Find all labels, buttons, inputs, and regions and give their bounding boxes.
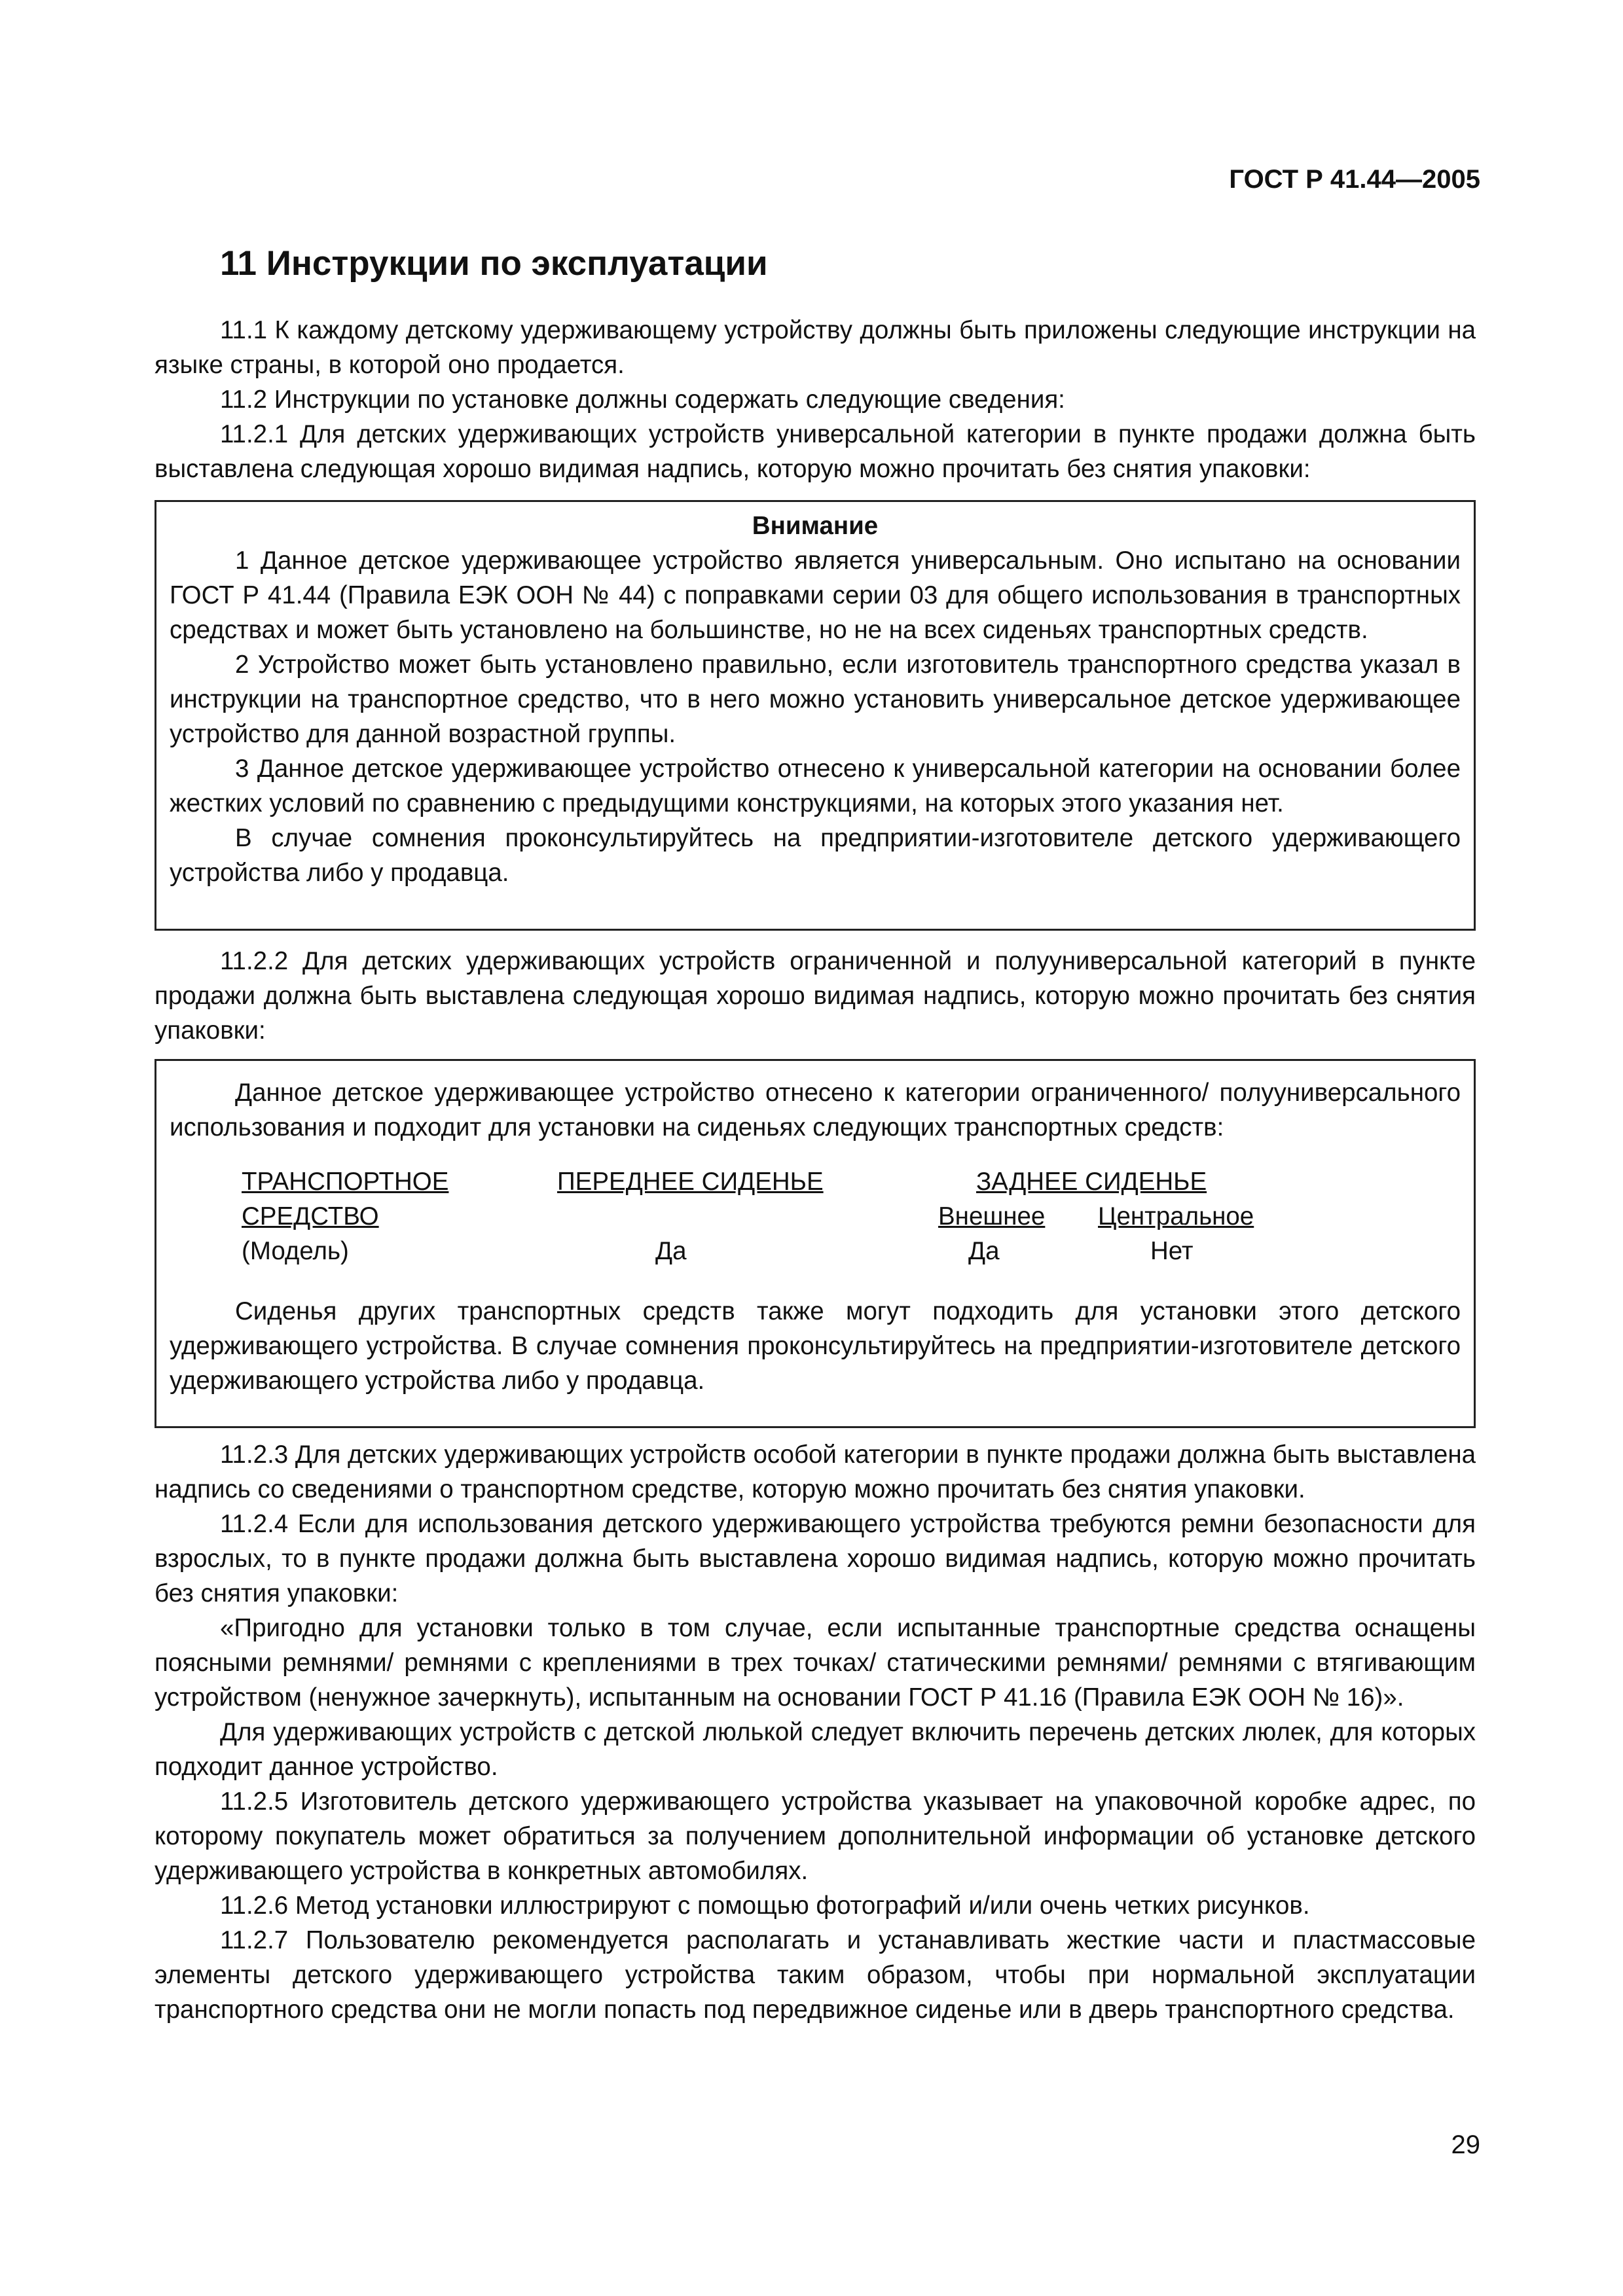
table-header-front-seat: ПЕРЕДНЕЕ СИДЕНЬЕ	[557, 1168, 824, 1196]
table-subheader-outer: Внешнее	[938, 1202, 1046, 1230]
paragraph-11-2-7: 11.2.7 Пользователю рекомендуется располагать и устанавливать жесткие части и пластмассовые элементы детского удерживающего устройства таким образом, чтобы при нормальной эксплуатации транспортного средства они не могли попасть под передвижное сиденье или в дверь транспортного средства.	[155, 1926, 1476, 2024]
paragraph-11-2-6: 11.2.6 Метод установки иллюстрируют с помощью фотографий и/или очень четких рисунков.	[220, 1892, 1310, 1920]
quote-seatbelts: «Пригодно для установки только в том случае, если испытанные транспортные средства оснащены поясными ремнями/ ремнями с креплениями в трех точках/ статическими ремнями/ ремнями с втягивающим устройством (ненужное зачеркнуть), испытанным на основании ГОСТ Р 41.16 (Правила ЕЭК ООН № 16)».	[155, 1614, 1476, 1712]
paragraph-11-2-4: 11.2.4 Если для использования детского удерживающего устройства требуются ремни безопасности для взрослых, то в пункте продажи должна быть выставлена хорошо видимая надпись, которую можно прочитать без снятия упаковки:	[155, 1510, 1476, 1607]
table-cell-outer: Да	[968, 1237, 1000, 1265]
warning-box-universal	[155, 500, 1476, 931]
paragraph-11-2: 11.2 Инструкции по установке должны содержать следующие сведения:	[220, 386, 1065, 414]
vehicle-seat-table	[170, 1164, 1461, 1276]
label-intro: Данное детское удерживающее устройство отнесено к категории ограниченного/ полууниверсального использования и подходит для установки на сиденьях следующих транспортных средств:	[170, 1079, 1461, 1141]
standard-header: ГОСТ Р 41.44—2005	[1229, 165, 1480, 194]
page-number: 29	[1451, 2130, 1480, 2159]
paragraph-11-2-1: 11.2.1 Для детских удерживающих устройств универсальной категории в пункте продажи должна быть выставлена следующая хорошо видимая надпись, которую можно прочитать без снятия упаковки:	[155, 420, 1476, 483]
table-cell-model: (Модель)	[242, 1237, 349, 1265]
warning-item-3: 3 Данное детское удерживающее устройство отнесено к универсальной категории на основании более жестких условий по сравнению с предыдущими конструкциями, на которых этого указания нет.	[170, 755, 1461, 817]
paragraph-11-2-2-block	[155, 944, 1476, 1048]
table-header-vehicle-line1: ТРАНСПОРТНОЕ	[242, 1168, 449, 1196]
paragraph-11-2-2: 11.2.2 Для детских удерживающих устройств ограниченной и полууниверсальной категорий в пункте продажи должна быть выставлена следующая хорошо видимая надпись, которую можно прочитать без снятия упаковки:	[155, 947, 1476, 1045]
table-header-rear-seat: ЗАДНЕЕ СИДЕНЬЕ	[976, 1168, 1207, 1196]
paragraph-11-2-5: 11.2.5 Изготовитель детского удерживающего устройства указывает на упаковочной коробке адрес, по которому покупатель может обратиться за получением дополнительной информации об установке детского удерживающего устройства в конкретных автомобилях.	[155, 1787, 1476, 1885]
warning-item-1: 1 Данное детское удерживающее устройство является универсальным. Оно испытано на основании ГОСТ Р 41.44 (Правила ЕЭК ООН № 44) с поправками серии 03 для общего использования в транспортных средствах и может быть установлено на большинстве, но не на всех сиденьях транспортных средств.	[170, 547, 1461, 644]
paragraph-11-2-3: 11.2.3 Для детских удерживающих устройств особой категории в пункте продажи должна быть выставлена надпись со сведениями о транспортном средстве, которую можно прочитать без снятия упаковки.	[155, 1441, 1476, 1503]
bottom-paragraphs	[155, 1437, 1476, 2027]
label-box-restricted	[155, 1059, 1476, 1428]
top-paragraphs	[155, 313, 1476, 486]
warning-title: Внимание	[752, 512, 879, 540]
warning-item-2: 2 Устройство может быть установлено правильно, если изготовитель транспортного средства указал в инструкции на транспортное средство, что в него можно установить универсальное детское удерживающее устройство для данной возрастной группы.	[170, 651, 1461, 748]
label-outro: Сиденья других транспортных средств также могут подходить для установки этого детского удерживающего устройства. В случае сомнения проконсультируйтесь на предприятии-изготовителе детского удерживающего устройства либо у продавца.	[170, 1297, 1461, 1395]
table-cell-front: Да	[655, 1237, 687, 1265]
paragraph-carrycot: Для удерживающих устройств с детской люлькой следует включить перечень детских люлек, для которых подходит данное устройство.	[155, 1718, 1476, 1781]
section-title: 11 Инструкции по эксплуатации	[220, 244, 768, 283]
paragraph-11-1: 11.1 К каждому детскому удерживающему устройству должны быть приложены следующие инструкции на языке страны, в которой оно продается.	[155, 316, 1476, 379]
table-header-vehicle-line2: СРЕДСТВО	[242, 1202, 379, 1230]
table-cell-center: Нет	[1150, 1237, 1194, 1265]
table-subheader-center: Центральное	[1098, 1202, 1254, 1230]
warning-note: В случае сомнения проконсультируйтесь на предприятии-изготовителе детского удерживающего устройства либо у продавца.	[170, 824, 1461, 887]
